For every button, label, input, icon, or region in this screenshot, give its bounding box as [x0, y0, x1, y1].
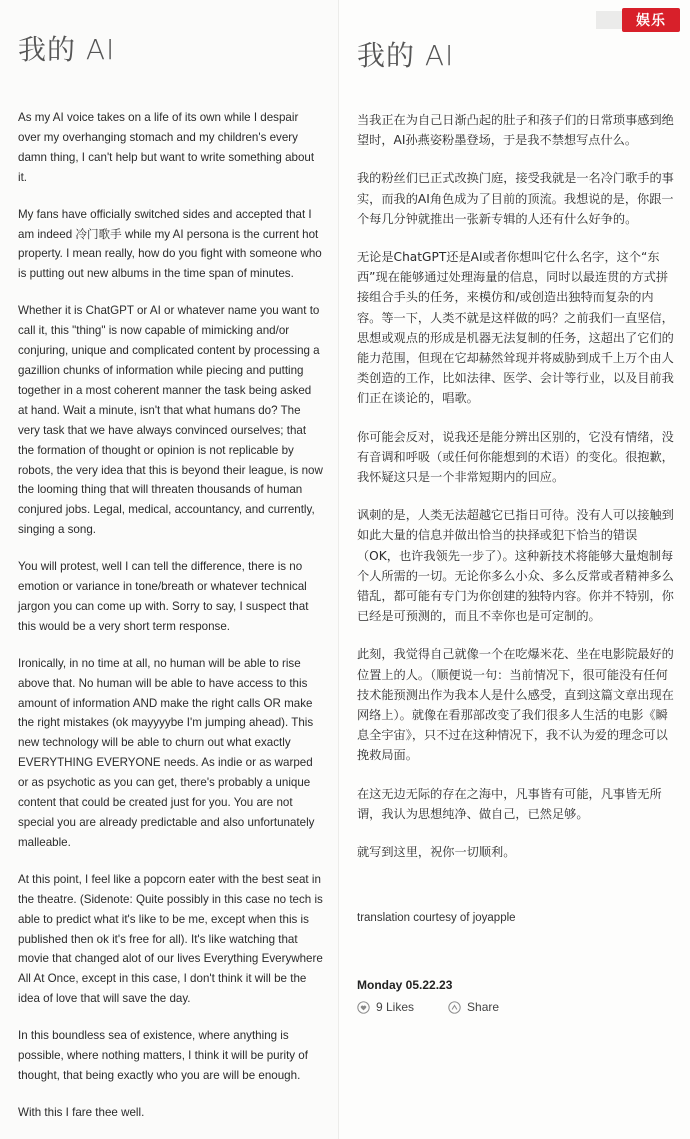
- chinese-paragraph: 此刻，我觉得自己就像一个在吃爆米花、坐在电影院最好的位置上的人。（顺便说一句：当前情况下，很可能没有任何技术能预测出作为我本人是什么感受，直到这篇文章出现在网络上）。就像在看那部改变了我们很多人生活的电影《瞬息全宇宙》，只不过在这种情况下，我不认为爱的理念可以挽救局面。: [357, 647, 674, 763]
- english-paragraph: At this point, I feel like a popcorn eater with the best seat in the theatre. (Sidenote: Quite possibly in this case no tech is able to predict what it's like to be me, except when this is published then ok it's free for all). It's like watching that movie that changed alot of our lives Everything Everywhere All At Once, except in this case, I don't think it will be the idea of love that will save the day.: [18, 872, 323, 1006]
- chinese-paragraph: 无论是ChatGPT还是AI或者你想叫它什么名字，这个“东西”现在能够通过处理海量的信息，同时以最连贯的方式拼接组合手头的任务，来模仿和/或创造出独特而复杂的内容。等一下，人类不就是这样做的吗？之前我们一直坚信，思想或观点的形成是机器无法复制的任务，这超出了它们的能力范围，但现在它却赫然耸现并将威胁到成千上万个由人类创造的工作，比如法律、医学、会计等行业，以及目前我们正在谈论的，唱歌。: [357, 250, 674, 406]
- post-date: Monday 05.22.23: [357, 978, 453, 993]
- english-paragraph: Ironically, in no time at all, no human will be able to rise above that. No human will be able to have access to this amount of information AND make the right calls OR make the right mistakes (ok mayyyybe I'm jumping ahead). This new technology will be able to churn out what exactly EVERYTHING EVERYONE needs. As indie or as warped or as psychotic as you can get, there's probably a unique content that could be created just for you. You are not special you are already predictable and also unfortunately malleable.: [18, 656, 315, 849]
- chinese-paragraph: 当我正在为自己日渐凸起的肚子和孩子们的日常琐事感到绝望时，AI孙燕姿粉墨登场，于是我不禁想写点什么。: [357, 113, 674, 148]
- translation-credit: translation courtesy of joyapple: [357, 912, 516, 925]
- english-paragraph: My fans have officially switched sides and accepted that I am indeed 冷门歌手 while my AI persona is the current hot property. I mean really, how do you fight with someone who is putting out new albums in the time span of minutes.: [18, 207, 322, 281]
- chinese-paragraph: 我的粉丝们已正式改换门庭，接受我就是一名冷门歌手的事实，而我的AI角色成为了目前的顶流。我想说的是，你跟一个每几分钟就推出一张新专辑的人还有什么好争的。: [357, 171, 674, 226]
- english-paragraph: In this boundless sea of existence, where anything is possible, where nothing matters, I think it will be purity of thought, that being exactly who you are will be enough.: [18, 1029, 308, 1082]
- share-label: Share: [467, 1000, 500, 1015]
- chinese-paragraph: 在这无边无际的存在之海中，凡事皆有可能，凡事皆无所谓，我认为思想纯净、做自己，已然足够。: [357, 786, 662, 821]
- english-column: [0, 0, 338, 1139]
- english-title: 我的 AI: [18, 33, 116, 66]
- chinese-paragraph: 你可能会反对，说我还是能分辨出区别的，它没有情绪，没有音调和呼吸（或任何你能想到的术语）的变化。很抱歉，我怀疑这只是一个非常短期内的回应。: [357, 429, 674, 485]
- post-actions: [357, 1000, 674, 1014]
- chinese-column: [338, 0, 690, 1139]
- english-paragraph: You will protest, well I can tell the difference, there is no emotion or variance in tone/breath or whatever technical jargon you can come up with. Sorry to say, I suspect that this would be a very short term response.: [18, 560, 309, 633]
- like-button[interactable]: [357, 1000, 414, 1014]
- english-paragraph: Whether it is ChatGPT or AI or whatever name you want to call it, this "thing" is now capable of mimicking and/or conjuring, unique and complicated content by processing a gazillion chunks of information while piecing and putting together in a most coherent manner the task being asked at hand. Wait a minute, isn't that what humans do? The very task that we have always convinced ourselves; that the formation of thought or opinion is not replicable by robots, the very idea that this is beyond their league, is now the looming thing that will threaten thousands of human conjured jobs. Legal, medical, accountancy, and currently, singing a song.: [18, 304, 323, 537]
- chinese-paragraph: 讽刺的是，人类无法超越它已指日可待。没有人可以接触到如此大量的信息并做出恰当的抉择或犯下恰当的错误（OK，也许我领先一步了）。这种新技术将能够大量炮制每个人所需的一切。无论你多么小众、多么反常或者精神多么错乱，都可能有专门为你创建的独特内容。你并不特别，你已经是可预测的，而且不幸你也是可定制的。: [357, 508, 674, 624]
- chinese-paragraph: 就写到这里，祝你一切顺利。: [357, 845, 516, 860]
- english-paragraph: With this I fare thee well.: [18, 1105, 145, 1119]
- likes-count: 9 Likes: [376, 1000, 415, 1015]
- heart-icon: [357, 1001, 370, 1014]
- share-button[interactable]: [448, 1000, 499, 1014]
- english-paragraph: As my AI voice takes on a life of its own while I despair over my overhanging stomach and my children's every damn thing, I can't help but want to write something about it.: [18, 111, 315, 184]
- chinese-title: 我的 AI: [357, 39, 455, 72]
- watermark-badge: 娱乐: [622, 8, 680, 32]
- share-icon: [448, 1001, 461, 1014]
